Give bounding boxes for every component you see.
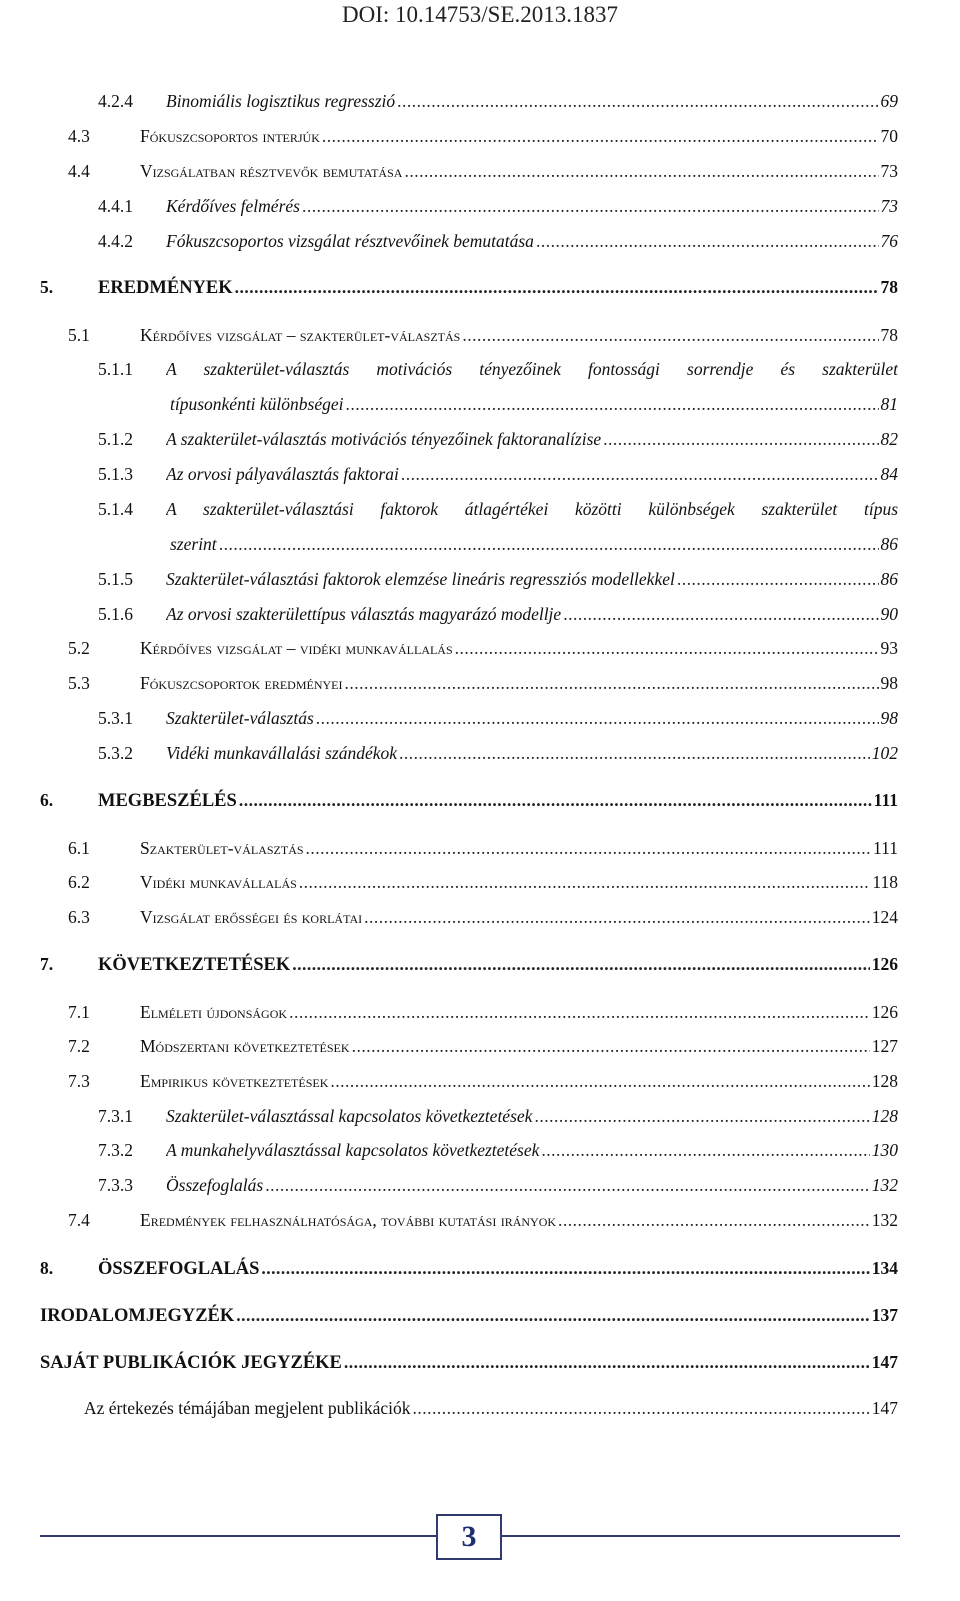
toc-entry-title: Elméleti újdonságok bbox=[140, 1002, 288, 1022]
toc-entry-title: Fókuszcsoportok eredményei bbox=[140, 673, 343, 693]
toc-entry-number: 5.2 bbox=[68, 638, 90, 658]
toc-entry-title: Vidéki munkavállalás bbox=[140, 872, 297, 892]
toc-entry-page: 128 bbox=[871, 1106, 898, 1126]
toc-entry[interactable] bbox=[0, 391, 960, 417]
toc-leader-dots bbox=[364, 904, 870, 930]
toc-entry-page: 70 bbox=[880, 126, 898, 146]
toc-leader-dots bbox=[541, 1137, 869, 1163]
toc-entry[interactable] bbox=[0, 496, 960, 522]
toc-entry-page: 127 bbox=[871, 1036, 898, 1056]
toc-entry-number: 5.1.5 bbox=[98, 569, 133, 589]
toc-leader-dots bbox=[455, 635, 879, 661]
toc-entry-page: 147 bbox=[871, 1398, 898, 1418]
toc-entry-page: 134 bbox=[871, 1258, 898, 1278]
toc-entry-title: A szakterület-választási faktorok átlagértékei közötti különbségek szakterület típus bbox=[166, 499, 898, 519]
toc-entry-title: Módszertani következtetések bbox=[140, 1036, 350, 1056]
toc-entry-page: 86 bbox=[880, 534, 898, 554]
toc-leader-dots bbox=[346, 391, 879, 417]
toc-leader-dots bbox=[345, 670, 879, 696]
toc-leader-dots bbox=[677, 566, 879, 592]
toc-leader-dots bbox=[265, 1172, 870, 1198]
toc-entry-number: 5.1.4 bbox=[98, 499, 133, 519]
toc-leader-dots bbox=[261, 1255, 869, 1281]
toc-entry[interactable] bbox=[0, 601, 960, 627]
toc-entry[interactable] bbox=[0, 158, 960, 184]
toc-entry-number: 5.1.3 bbox=[98, 464, 133, 484]
toc-entry-number: 7.2 bbox=[68, 1036, 90, 1056]
toc-entry-number: 7.3 bbox=[68, 1071, 90, 1091]
toc-entry-page: 90 bbox=[880, 604, 898, 624]
toc-entry-title: Fókuszcsoportos vizsgálat résztvevőinek bemutatása bbox=[166, 231, 534, 251]
toc-entry-page: 132 bbox=[871, 1175, 898, 1195]
toc-leader-dots bbox=[534, 1103, 869, 1129]
toc-entry-page: 78 bbox=[880, 325, 898, 345]
toc-entry-title: Kérdőíves vizsgálat – vidéki munkavállalás bbox=[140, 638, 453, 658]
toc-entry-title: Az orvosi pályaválasztás faktorai bbox=[166, 464, 399, 484]
toc-entry-title: szerint bbox=[170, 534, 217, 554]
toc-entry-title: MEGBESZÉLÉS bbox=[98, 791, 237, 811]
toc-leader-dots bbox=[413, 1395, 870, 1421]
toc-entry-number: 7.3.3 bbox=[98, 1175, 133, 1195]
toc-entry-page: 126 bbox=[871, 1002, 898, 1022]
toc-leader-dots bbox=[330, 1068, 869, 1094]
toc-leader-dots bbox=[563, 601, 878, 627]
toc-entry-number: 6.1 bbox=[68, 838, 90, 858]
toc-entry-number: 5.3.2 bbox=[98, 743, 133, 763]
toc-leader-dots bbox=[558, 1207, 870, 1233]
footer-rule-left bbox=[40, 1535, 436, 1537]
toc-entry-page: 128 bbox=[871, 1071, 898, 1091]
page-number: 3 bbox=[436, 1514, 502, 1560]
toc-entry-title: típusonkénti különbségei bbox=[170, 394, 344, 414]
toc-entry-page: 73 bbox=[880, 196, 898, 216]
toc-entry-number: 6. bbox=[40, 790, 54, 810]
toc-entry-page: 130 bbox=[871, 1140, 898, 1160]
toc-entry-title: IRODALOMJEGYZÉK bbox=[40, 1306, 235, 1326]
toc-entry-number: 5.3.1 bbox=[98, 708, 133, 728]
toc-leader-dots bbox=[289, 999, 870, 1025]
toc-entry-number: 7.1 bbox=[68, 1002, 90, 1022]
toc-leader-dots bbox=[299, 869, 871, 895]
toc-entry[interactable] bbox=[0, 123, 960, 149]
toc-entry[interactable] bbox=[0, 1137, 960, 1163]
toc-leader-dots bbox=[397, 88, 878, 114]
toc-entry-number: 4.3 bbox=[68, 126, 90, 146]
toc-entry[interactable] bbox=[0, 426, 960, 452]
toc-entry-page: 82 bbox=[880, 429, 898, 449]
toc-entry-page: 69 bbox=[880, 91, 898, 111]
toc-entry-page: 137 bbox=[871, 1305, 898, 1325]
toc-entry-title: Az orvosi szakterülettípus választás magyarázó modellje bbox=[166, 604, 562, 624]
toc-entry-title: Fókuszcsoportos interjúk bbox=[140, 126, 320, 146]
toc-entry[interactable] bbox=[0, 193, 960, 219]
toc-entry[interactable] bbox=[0, 787, 960, 813]
toc-leader-dots bbox=[292, 951, 869, 977]
toc-entry-title: A szakterület-választás motivációs tényezőinek fontossági sorrendje és szakterület bbox=[166, 359, 898, 379]
toc-entry-title: A munkahelyválasztással kapcsolatos következtetések bbox=[166, 1140, 540, 1160]
toc-entry-number: 5.1 bbox=[68, 325, 90, 345]
toc-entry[interactable] bbox=[0, 566, 960, 592]
toc-entry-title: Az értekezés témájában megjelent publikációk bbox=[84, 1398, 411, 1418]
toc-entry-number: 4.4.1 bbox=[98, 196, 133, 216]
toc-entry[interactable] bbox=[0, 1207, 960, 1233]
toc-entry-page: 132 bbox=[871, 1210, 898, 1230]
toc-entry-page: 118 bbox=[872, 872, 898, 892]
toc-entry-title: Szakterület-választással kapcsolatos következtetések bbox=[166, 1106, 533, 1126]
toc-leader-dots bbox=[236, 1302, 869, 1328]
toc-entry[interactable] bbox=[0, 322, 960, 348]
toc-leader-dots bbox=[239, 787, 872, 813]
toc-entry-title: SAJÁT PUBLIKÁCIÓK JEGYZÉKE bbox=[40, 1353, 342, 1373]
toc-leader-dots bbox=[306, 835, 872, 861]
toc-entry[interactable] bbox=[0, 274, 960, 300]
toc-leader-dots bbox=[344, 1349, 870, 1375]
toc-entry[interactable] bbox=[0, 1103, 960, 1129]
toc-entry-title: Eredmények felhasználhatósága, további kutatási irányok bbox=[140, 1210, 557, 1230]
toc-entry-number: 4.4.2 bbox=[98, 231, 133, 251]
toc-entry-number: 4.2.4 bbox=[98, 91, 133, 111]
toc-leader-dots bbox=[352, 1033, 870, 1059]
toc-entry-title: Vidéki munkavállalási szándékok bbox=[166, 743, 398, 763]
toc-entry-page: 124 bbox=[871, 907, 898, 927]
toc-entry[interactable] bbox=[0, 1172, 960, 1198]
toc-leader-dots bbox=[219, 531, 879, 557]
toc-entry-title: Kérdőíves felmérés bbox=[166, 196, 300, 216]
toc-entry[interactable] bbox=[0, 705, 960, 731]
toc-entry-title: Kérdőíves vizsgálat – szakterület-választás bbox=[140, 325, 461, 345]
toc-entry-number: 8. bbox=[40, 1258, 54, 1278]
toc-entry-number: 5.1.6 bbox=[98, 604, 133, 624]
toc-entry-title: A szakterület-választás motivációs tényezőinek faktoranalízise bbox=[166, 429, 602, 449]
toc-entry[interactable] bbox=[0, 356, 960, 382]
toc-leader-dots bbox=[235, 274, 879, 300]
toc-entry-page: 78 bbox=[880, 277, 898, 297]
toc-entry-page: 126 bbox=[871, 954, 898, 974]
toc-entry[interactable] bbox=[0, 228, 960, 254]
toc-entry-number: 5.3 bbox=[68, 673, 90, 693]
toc-entry-page: 84 bbox=[880, 464, 898, 484]
toc-entry-number: 5. bbox=[40, 277, 54, 297]
toc-entry[interactable] bbox=[0, 1068, 960, 1094]
footer-rule-right bbox=[502, 1535, 900, 1537]
toc-entry[interactable] bbox=[0, 835, 960, 861]
toc-entry[interactable] bbox=[0, 904, 960, 930]
toc-entry-number: 6.2 bbox=[68, 872, 90, 892]
toc-entry-page: 93 bbox=[880, 638, 898, 658]
toc-leader-dots bbox=[401, 461, 879, 487]
toc-entry-title: ÖSSZEFOGLALÁS bbox=[98, 1259, 260, 1279]
toc-entry[interactable] bbox=[0, 1349, 960, 1375]
toc-entry-page: 98 bbox=[880, 708, 898, 728]
toc-entry-title: Vizsgálatban résztvevők bemutatása bbox=[140, 161, 403, 181]
toc-entry-page: 111 bbox=[873, 838, 898, 858]
toc-entry-title: Szakterület-választás bbox=[166, 708, 314, 728]
toc-entry-page: 147 bbox=[871, 1352, 898, 1372]
toc-entry-number: 5.1.1 bbox=[98, 359, 133, 379]
toc-leader-dots bbox=[399, 740, 870, 766]
toc-entry-number: 7.3.2 bbox=[98, 1140, 133, 1160]
toc-entry-number: 6.3 bbox=[68, 907, 90, 927]
toc-entry[interactable] bbox=[0, 88, 960, 114]
toc-leader-dots bbox=[322, 123, 879, 149]
toc-entry[interactable] bbox=[0, 1302, 960, 1328]
toc-entry[interactable] bbox=[0, 999, 960, 1025]
toc-entry-title: KÖVETKEZTETÉSEK bbox=[98, 955, 291, 975]
toc-entry[interactable] bbox=[0, 740, 960, 766]
toc-leader-dots bbox=[404, 158, 878, 184]
toc-leader-dots bbox=[316, 705, 879, 731]
toc-entry[interactable] bbox=[0, 461, 960, 487]
toc-entry-title: EREDMÉNYEK bbox=[98, 278, 233, 298]
toc-entry-page: 102 bbox=[871, 743, 898, 763]
toc-entry-number: 4.4 bbox=[68, 161, 90, 181]
toc-entry-title: Összefoglalás bbox=[166, 1175, 264, 1195]
toc-entry[interactable] bbox=[0, 670, 960, 696]
toc-entry[interactable] bbox=[0, 635, 960, 661]
toc-entry-number: 7.3.1 bbox=[98, 1106, 133, 1126]
toc-entry[interactable] bbox=[0, 1033, 960, 1059]
toc-entry[interactable] bbox=[0, 1395, 960, 1421]
toc-entry-number: 5.1.2 bbox=[98, 429, 133, 449]
toc-entry-number: 7.4 bbox=[68, 1210, 90, 1230]
toc-entry-page: 111 bbox=[873, 790, 898, 810]
doi-header: DOI: 10.14753/SE.2013.1837 bbox=[342, 2, 618, 27]
toc-entry-page: 98 bbox=[880, 673, 898, 693]
toc-leader-dots bbox=[462, 322, 878, 348]
toc-entry-page: 73 bbox=[880, 161, 898, 181]
toc-entry-title: Szakterület-választás bbox=[140, 838, 304, 858]
toc-entry[interactable] bbox=[0, 1255, 960, 1281]
toc-entry-page: 86 bbox=[880, 569, 898, 589]
toc-entry-title: Vizsgálat erősségei és korlátai bbox=[140, 907, 363, 927]
toc-leader-dots bbox=[603, 426, 878, 452]
toc-entry-title: Binomiális logisztikus regresszió bbox=[166, 91, 396, 111]
toc-entry-number: 7. bbox=[40, 954, 54, 974]
toc-entry-title: Empirikus következtetések bbox=[140, 1071, 329, 1091]
toc-leader-dots bbox=[302, 193, 879, 219]
toc-entry[interactable] bbox=[0, 869, 960, 895]
toc-entry-page: 76 bbox=[880, 231, 898, 251]
toc-entry[interactable] bbox=[0, 951, 960, 977]
toc-entry-title: Szakterület-választási faktorok elemzése lineáris regressziós modellekkel bbox=[166, 569, 675, 589]
toc-entry[interactable] bbox=[0, 531, 960, 557]
toc-leader-dots bbox=[536, 228, 879, 254]
toc-entry-page: 81 bbox=[880, 394, 898, 414]
